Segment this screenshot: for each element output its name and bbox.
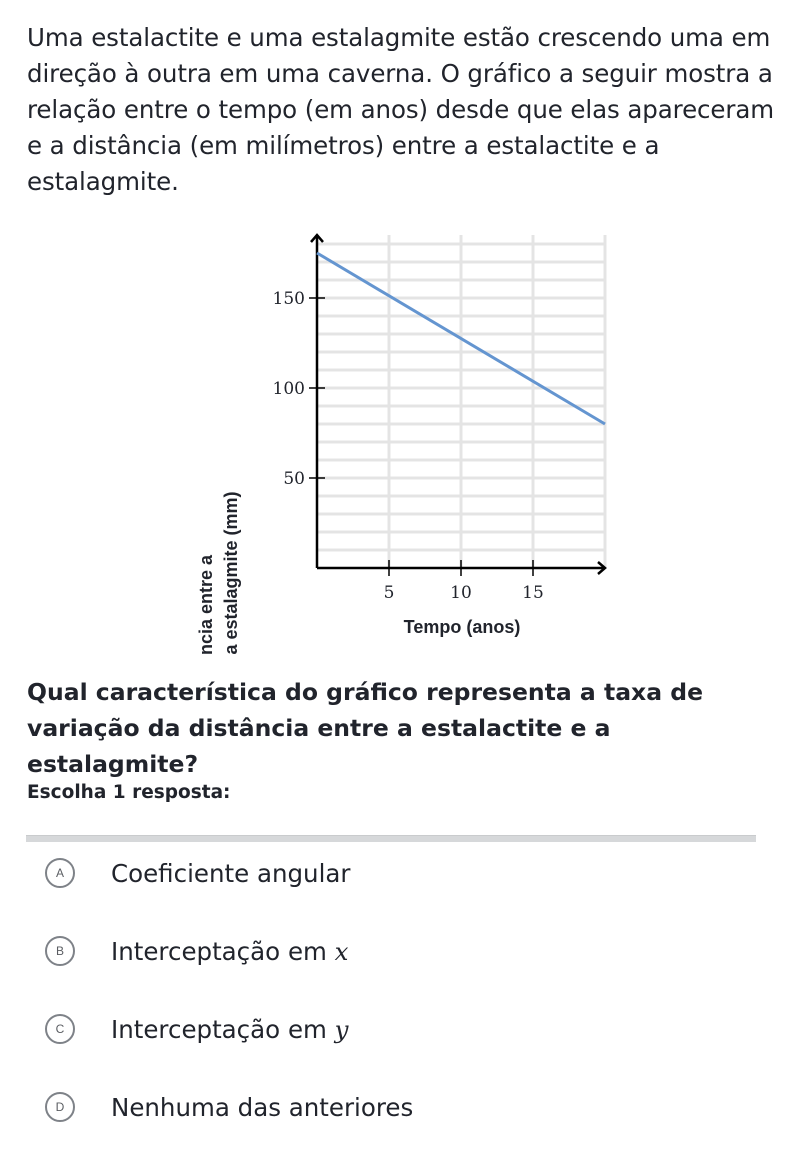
x-axis-label: Tempo (anos) <box>403 617 521 637</box>
choice-d-bubble[interactable]: D <box>45 1092 75 1122</box>
x-tick-label: 10 <box>450 583 472 603</box>
choice-c-label: Interceptação em y <box>111 1014 349 1044</box>
chart-grid <box>317 235 605 568</box>
question-text: Qual característica do gráfico representa a taxa de variação da distância entre a estalactite e a estalagmite? <box>27 678 704 778</box>
y-tick-label: 150 <box>272 289 305 309</box>
chart-container <box>0 225 804 655</box>
choice-b-label: Interceptação em x <box>111 936 349 966</box>
choice-a-bubble[interactable]: A <box>45 858 75 888</box>
choice-a[interactable] <box>45 858 350 888</box>
y-tick-label: 50 <box>283 469 305 489</box>
divider <box>26 835 756 842</box>
choice-b[interactable] <box>45 936 349 966</box>
y-axis-label-line1: Distância entre a <box>196 554 216 655</box>
instruction-text: Escolha 1 resposta: <box>27 782 231 803</box>
choice-b-bubble[interactable]: B <box>45 936 75 966</box>
choice-a-label: Coeficiente angular <box>111 858 351 888</box>
choice-d-label: Nenhuma das anteriores <box>111 1092 414 1122</box>
x-tick-label: 5 <box>383 583 395 603</box>
choice-c[interactable] <box>45 1014 349 1044</box>
chart-ticks <box>273 289 544 603</box>
x-tick-label: 15 <box>522 583 544 603</box>
choice-c-bubble[interactable]: C <box>45 1014 75 1044</box>
choice-d[interactable] <box>45 1092 413 1122</box>
distance-time-chart <box>0 225 804 655</box>
y-axis-label-line2: estalactite e a estalagmite (mm) <box>221 491 241 655</box>
problem-statement: Uma estalactite e uma estalagmite estão crescendo uma em direção à outra em uma caverna. O gráfico a seguir mostra a relação entre o tempo (em anos) desde que elas apareceram e a distância (em milímetros) entre a estalactite e a estalagmite. <box>27 23 775 196</box>
y-tick-label: 100 <box>272 379 305 399</box>
